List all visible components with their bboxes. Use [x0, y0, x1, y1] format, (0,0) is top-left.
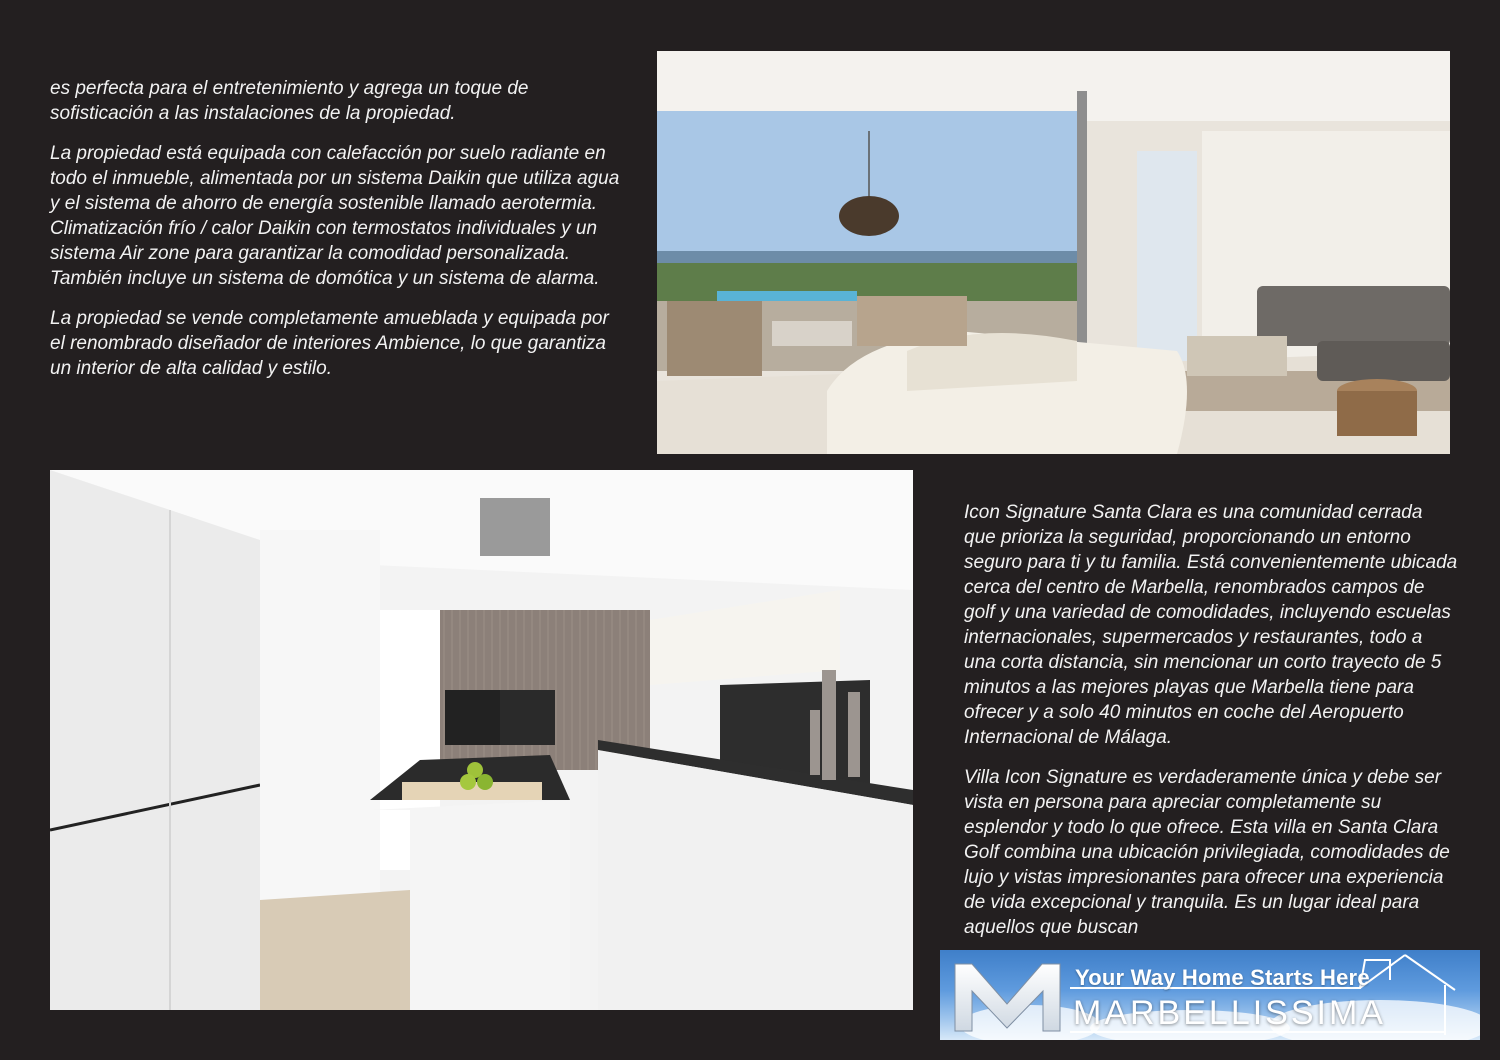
paragraph: La propiedad se vende completamente amueblada y equipada por el renombrado diseñador de interiores Ambience, lo que garantiza un interior de alta calidad y estilo. — [50, 308, 609, 379]
logo-brand-name: MARBELLISSIMA — [1073, 994, 1386, 1032]
paragraph: Icon Signature Santa Clara es una comunidad cerrada que prioriza la seguridad, proporcionando un entorno seguro para ti y tu familia. Está convenientemente ubicada cerca del centro de Marbella, renombrados campos de golf y una variedad de comodidades, incluyendo escuelas internacionales, supermercados y restaurantes, todo a una corta distancia, sin mencionar un corto trayecto de 5 minutos a las mejores playas que Marbella tiene para ofrecer y a solo 40 minutos en coche del Aeropuerto Internacional de Málaga. — [964, 502, 1458, 748]
living-room-photo — [657, 51, 1450, 454]
kitchen-photo — [50, 470, 913, 1010]
paragraph: La propiedad está equipada con calefacción por suelo radiante en todo el inmueble, alimentada por un sistema Daikin que utiliza agua y el sistema de ahorro de energía sostenible llamado aerotermia. Climatización frío / calor Daikin con termostatos individuales y un sistema Air zone para garantizar la comodidad personalizada. También incluye un sistema de domótica y un sistema de alarma. — [50, 143, 620, 289]
paragraph: es perfecta para el entretenimiento y agrega un toque de sofisticación a las instalaciones de la propiedad. — [50, 78, 529, 124]
right-text-column — [964, 500, 1459, 950]
paragraph: Villa Icon Signature es verdaderamente única y debe ser vista en persona para apreciar completamente su esplendor y todo lo que ofrece. Esta villa en Santa Clara Golf combina una ubicación privilegiada, comodidades de lujo y vistas impresionantes para ofrecer una experiencia de vida excepcional y tranquila. Es un lugar ideal para aquellos que buscan — [964, 767, 1450, 938]
logo-tagline: Your Way Home Starts Here — [1075, 965, 1370, 990]
m-logo-icon — [950, 956, 1065, 1036]
left-text-column — [50, 76, 622, 396]
marbellissima-logo-banner[interactable] — [940, 950, 1480, 1040]
